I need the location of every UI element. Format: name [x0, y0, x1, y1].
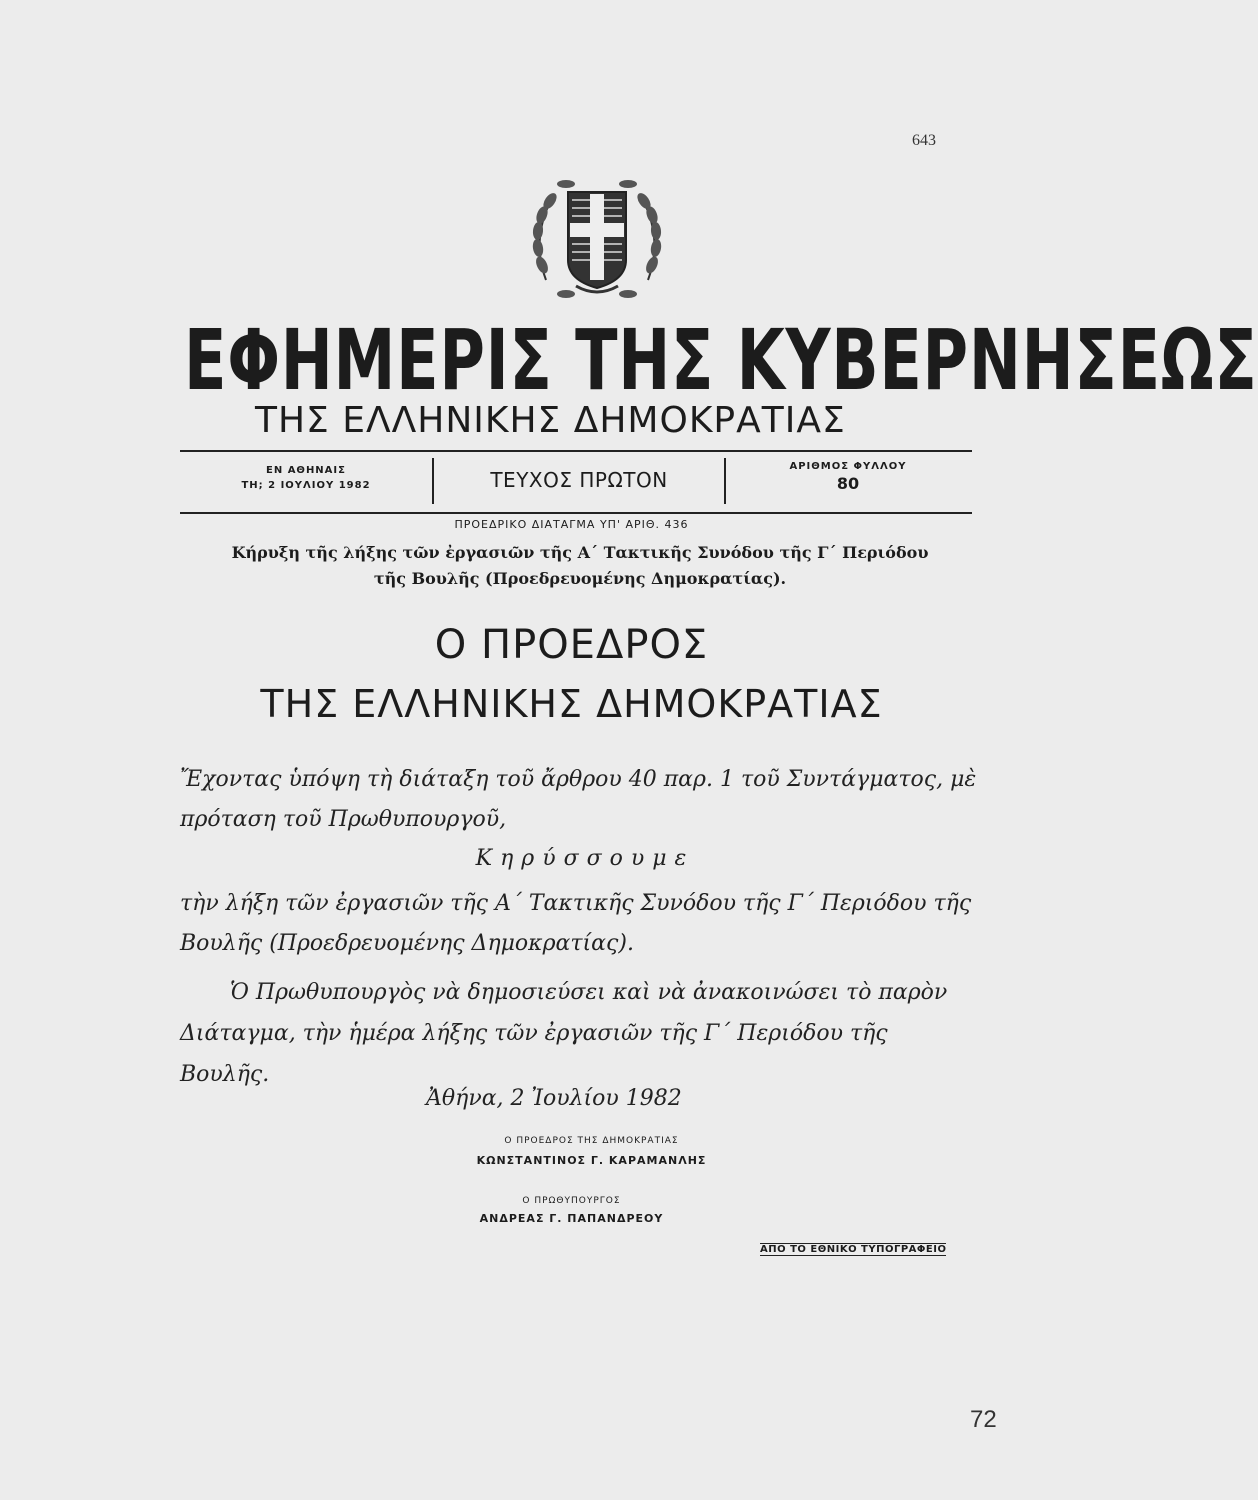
signature-name-president: ΚΩΝΣΤΑΝΤΙΝΟΣ Γ. ΚΑΡΑΜΑΝΛΗΣ	[476, 1154, 707, 1167]
page-number-bottom: 72	[970, 1406, 997, 1433]
issue-info-bar	[180, 450, 972, 514]
body-paragraph-2: τὴν λήξη τῶν ἐργασιῶν τῆς Α΄ Τακτικῆς Συνόδου τῆς Γ΄ Περιόδου τῆς Βουλῆς (Προεδρευομένης Δημοκρατίας).	[180, 891, 972, 956]
decree-number: ΠΡΟΕΔΡΙΚΟ ΔΙΑΤΑΓΜΑ ΥΠ' ΑΡΙΘ. 436	[454, 518, 689, 531]
greek-coat-of-arms-icon	[526, 170, 668, 308]
issue-volume-cell	[432, 458, 726, 504]
page-number-top: 643	[912, 132, 936, 149]
president-title-line1: Ο ΠΡΟΕΔΡΟΣ	[434, 622, 709, 668]
issue-date: ΤΗ; 2 ΙΟΥΛΙΟΥ 1982	[241, 480, 371, 491]
issue-sheet-number: 80	[836, 474, 860, 493]
body-paragraph-1: Ἔχοντας ὑπόψη τὴ διάταξη τοῦ ἄρθρου 40 παρ. 1 τοῦ Συντάγματος, μὲ πρόταση τοῦ Πρωθυπουργοῦ,	[180, 767, 977, 832]
issue-place: ΕΝ ΑΘΗΝΑΙΣ	[266, 465, 346, 476]
signature-role-prime-minister: Ο ΠΡΩΘΥΠΟΥΡΓΟΣ	[522, 1196, 621, 1206]
signature-name-prime-minister: ΑΝΔΡΕΑΣ Γ. ΠΑΠΑΝΔΡΕΟΥ	[479, 1212, 664, 1225]
masthead-subtitle: ΤΗΣ ΕΛΛΗΝΙΚΗΣ ΔΗΜΟΚΡΑΤΙΑΣ	[255, 400, 846, 441]
issue-place-date	[180, 452, 432, 508]
issue-volume: ΤΕΥΧΟΣ ΠΡΩΤΟΝ	[490, 468, 668, 492]
president-title-line2: ΤΗΣ ΕΛΛΗΝΙΚΗΣ ΔΗΜΟΚΡΑΤΙΑΣ	[260, 682, 883, 726]
printer-note: ΑΠΟ ΤΟ ΕΘΝΙΚΟ ΤΥΠΟΓΡΑΦΕΙΟ	[760, 1244, 947, 1255]
body-paragraph-3: Ὁ Πρωθυπουργὸς νὰ δημοσιεύσει καὶ νὰ ἀνακοινώσει τὸ παρὸν Διάταγμα, τὴν ἡμέρα λήξης τῶν ἐργασιῶν τῆς Γ΄ Περιόδου τῆς Βουλῆς.	[180, 980, 948, 1087]
place-date: Ἀθήνα, 2 Ἰουλίου 1982	[426, 1086, 682, 1111]
signature-role-president: Ο ΠΡΟΕΔΡΟΣ ΤΗΣ ΔΗΜΟΚΡΑΤΙΑΣ	[504, 1136, 679, 1146]
decree-heading: Κήρυξη τῆς λήξης τῶν ἐργασιῶν τῆς Α΄ Τακτικῆς Συνόδου τῆς Γ΄ Περιόδου τῆς Βουλῆς (Προεδρευομένης Δημοκρατίας).	[231, 543, 929, 588]
masthead-title: ΕΦΗΜΕΡΙΣ ΤΗΣ ΚΥΒΕΡΝΗΣΕΩΣ	[184, 311, 1258, 409]
issue-sheet-label: ΑΡΙΘΜΟΣ ΦΥΛΛΟΥ	[789, 461, 907, 472]
proclamation-word: Κηρύσσουμε	[475, 846, 695, 871]
issue-sheet-cell	[724, 452, 972, 508]
